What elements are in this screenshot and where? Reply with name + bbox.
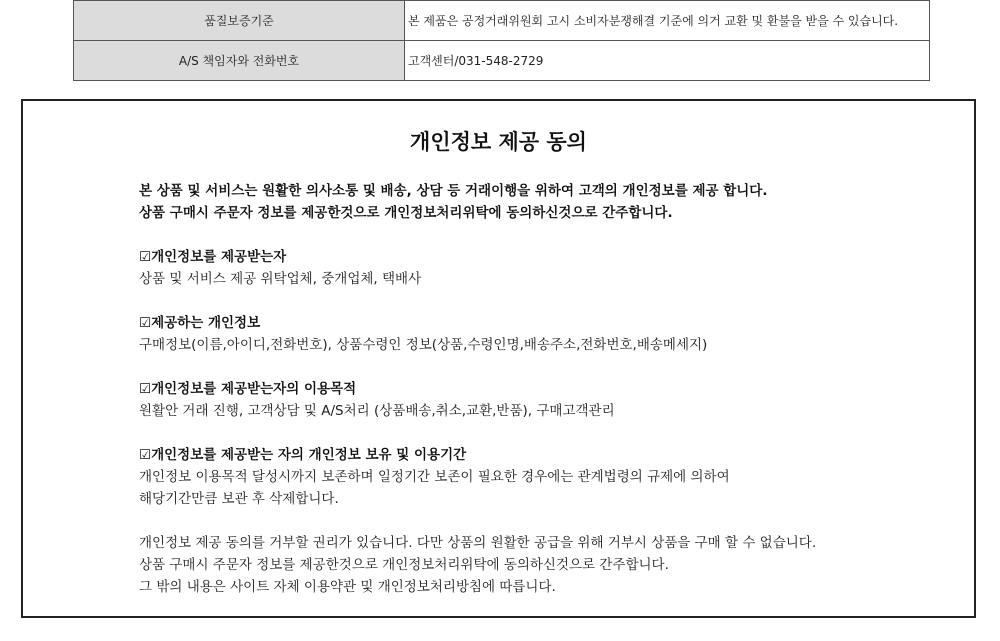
product-info-table	[73, 0, 930, 81]
section-text: 해당기간만큼 보관 후 삭제합니다.	[139, 491, 339, 507]
section-text: 상품 및 서비스 제공 위탁업체, 중개업체, 택배사	[139, 271, 422, 287]
section-heading-provided-info: ☑제공하는 개인정보	[139, 315, 261, 331]
footer-line: 개인정보 제공 동의를 거부할 권리가 있습니다. 다만 상품의 원활한 공급을 위해 거부시 상품을 구매 할 수 없습니다.	[139, 535, 817, 551]
table-row	[74, 1, 930, 41]
intro-line: 상품 구매시 주문자 정보를 제공한것으로 개인정보처리위탁에 동의하신것으로 간주합니다.	[139, 205, 673, 221]
consent-content	[139, 180, 939, 598]
table-row	[74, 41, 930, 81]
privacy-consent-box	[21, 99, 976, 618]
section-text: 구매정보(이름,아이디,전화번호), 상품수령인 정보(상품,수령인명,배송주소,전화번호,배송메세지)	[139, 337, 708, 353]
intro-line: 본 상품 및 서비스는 원활한 의사소통 및 배송, 상담 등 거래이행을 위하여 고객의 개인정보를 제공 합니다.	[139, 183, 768, 199]
row-label-quality: 품질보증기준	[74, 1, 405, 41]
row-value-as: 고객센터/031-548-2729	[405, 41, 930, 81]
footer-line: 그 밖의 내용은 사이트 자체 이용약관 및 개인정보처리방침에 따릅니다.	[139, 579, 556, 595]
row-value-quality: 본 제품은 공정거래위원회 고시 소비자분쟁해결 기준에 의거 교환 및 환불을 받을 수 있습니다.	[405, 1, 930, 41]
section-text: 개인정보 이용목적 달성시까지 보존하며 일정기간 보존이 필요한 경우에는 관계법령의 규제에 의하여	[139, 469, 730, 485]
row-label-as: A/S 책임자와 전화번호	[74, 41, 405, 81]
consent-title: 개인정보 제공 동의	[410, 130, 587, 154]
footer-line: 상품 구매시 주문자 정보를 제공한것으로 개인정보처리위탁에 동의하신것으로 간주합니다.	[139, 557, 669, 573]
section-heading-recipient: ☑개인정보를 제공받는자	[139, 249, 287, 265]
section-text: 원활안 거래 진행, 고객상담 및 A/S처리 (상품배송,취소,교환,반품), 구매고객관리	[139, 403, 615, 419]
section-heading-purpose: ☑개인정보를 제공받는자의 이용목적	[139, 381, 357, 397]
section-heading-retention: ☑개인정보를 제공받는 자의 개인정보 보유 및 이용기간	[139, 447, 467, 463]
